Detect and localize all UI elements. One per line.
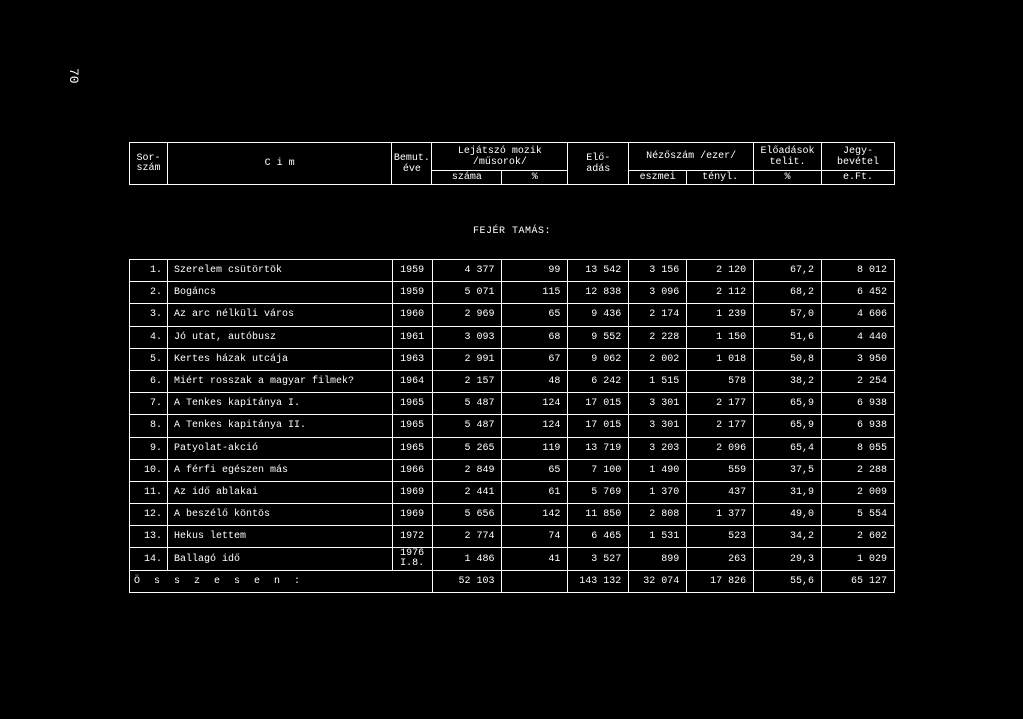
row-tenyl: 2 112 (687, 282, 754, 304)
row-jegy: 2 254 (822, 370, 895, 392)
row-jegy: 2 288 (822, 459, 895, 481)
row-telit: 34,2 (754, 526, 822, 548)
row-number: 12. (130, 504, 168, 526)
row-pct: 119 (502, 437, 568, 459)
row-jegy: 6 938 (822, 393, 895, 415)
row-tenyl: 523 (687, 526, 754, 548)
row-mozik: 2 991 (432, 348, 502, 370)
table-row (130, 548, 895, 570)
row-number: 10. (130, 459, 168, 481)
row-telit: 65,9 (754, 415, 822, 437)
row-eload: 9 436 (568, 304, 629, 326)
row-mozik: 5 071 (432, 282, 502, 304)
table-row (130, 282, 895, 304)
row-year: 1966 (392, 459, 432, 481)
hdr-sorszam: Sor- szám (130, 143, 168, 185)
row-jegy: 8 012 (822, 260, 895, 282)
hdr-szama: száma (432, 171, 502, 185)
row-eszmei: 2 228 (629, 326, 687, 348)
row-mozik: 1 486 (432, 548, 502, 570)
row-title: Az idő ablakai (167, 481, 392, 503)
table-row (130, 348, 895, 370)
row-number: 8. (130, 415, 168, 437)
hdr-bemut-eve: Bemut. éve (392, 143, 432, 185)
total-mozik: 52 103 (432, 570, 502, 592)
row-pct: 48 (502, 370, 568, 392)
hdr-cim: C i m (167, 143, 391, 185)
row-jegy: 4 606 (822, 304, 895, 326)
row-telit: 65,9 (754, 393, 822, 415)
row-jegy: 6 938 (822, 415, 895, 437)
row-eload: 13 719 (568, 437, 629, 459)
total-telit: 55,6 (754, 570, 822, 592)
section-title: FEJÉR TAMÁS: (473, 226, 552, 237)
row-telit: 49,0 (754, 504, 822, 526)
row-jegy: 2 009 (822, 481, 895, 503)
total-tenyl: 17 826 (687, 570, 754, 592)
row-title: Kertes házak utcája (167, 348, 392, 370)
hdr-nezoszam: Nézőszám /ezer/ (629, 143, 754, 171)
row-tenyl: 578 (687, 370, 754, 392)
row-pct: 68 (502, 326, 568, 348)
row-eload: 6 465 (568, 526, 629, 548)
row-pct: 61 (502, 481, 568, 503)
row-title: Ballagó idő (167, 548, 392, 570)
row-eload: 7 100 (568, 459, 629, 481)
table-row (130, 393, 895, 415)
row-year: 1959 (392, 282, 432, 304)
table-row (130, 304, 895, 326)
row-eload: 13 542 (568, 260, 629, 282)
row-mozik: 5 265 (432, 437, 502, 459)
row-telit: 31,9 (754, 481, 822, 503)
hdr-eloadasok-pct: % (754, 171, 822, 185)
row-number: 5. (130, 348, 168, 370)
row-year: 1960 (392, 304, 432, 326)
row-mozik: 5 656 (432, 504, 502, 526)
row-pct: 74 (502, 526, 568, 548)
row-eszmei: 1 490 (629, 459, 687, 481)
row-eload: 6 242 (568, 370, 629, 392)
row-eszmei: 2 174 (629, 304, 687, 326)
total-pct-empty (502, 570, 568, 592)
row-pct: 65 (502, 459, 568, 481)
hdr-lejatszo: Lejátszó mozik /műsorok/ (432, 143, 568, 171)
row-number: 2. (130, 282, 168, 304)
row-eload: 12 838 (568, 282, 629, 304)
row-mozik: 5 487 (432, 393, 502, 415)
row-tenyl: 2 177 (687, 415, 754, 437)
row-year: 1969 (392, 504, 432, 526)
table-row (130, 481, 895, 503)
row-eload: 17 015 (568, 393, 629, 415)
row-telit: 57,0 (754, 304, 822, 326)
total-row (130, 570, 895, 592)
row-title: A Tenkes kapitánya II. (167, 415, 392, 437)
row-number: 9. (130, 437, 168, 459)
row-title: Patyolat-akció (167, 437, 392, 459)
row-title: Jó utat, autóbusz (167, 326, 392, 348)
row-telit: 68,2 (754, 282, 822, 304)
row-mozik: 2 969 (432, 304, 502, 326)
row-title: Szerelem csütörtök (167, 260, 392, 282)
hdr-tenyl: tényl. (687, 171, 754, 185)
row-title: A férfi egészen más (167, 459, 392, 481)
row-pct: 67 (502, 348, 568, 370)
row-tenyl: 263 (687, 548, 754, 570)
row-year: 1963 (392, 348, 432, 370)
row-eload: 9 552 (568, 326, 629, 348)
row-eload: 17 015 (568, 415, 629, 437)
row-eszmei: 3 301 (629, 393, 687, 415)
row-jegy: 1 029 (822, 548, 895, 570)
row-tenyl: 437 (687, 481, 754, 503)
row-year: 1972 (392, 526, 432, 548)
row-year: 1965 (392, 415, 432, 437)
table-header (129, 142, 895, 185)
row-jegy: 4 440 (822, 326, 895, 348)
table-row (130, 260, 895, 282)
row-eszmei: 1 515 (629, 370, 687, 392)
row-tenyl: 1 150 (687, 326, 754, 348)
row-eszmei: 2 002 (629, 348, 687, 370)
row-number: 4. (130, 326, 168, 348)
row-eload: 3 527 (568, 548, 629, 570)
row-eload: 9 062 (568, 348, 629, 370)
row-title: Hekus lettem (167, 526, 392, 548)
row-tenyl: 559 (687, 459, 754, 481)
row-title: Bogáncs (167, 282, 392, 304)
table-row (130, 415, 895, 437)
row-number: 13. (130, 526, 168, 548)
row-telit: 67,2 (754, 260, 822, 282)
row-number: 6. (130, 370, 168, 392)
row-year: 1961 (392, 326, 432, 348)
row-eszmei: 1 370 (629, 481, 687, 503)
row-telit: 37,5 (754, 459, 822, 481)
total-jegy: 65 127 (822, 570, 895, 592)
row-jegy: 6 452 (822, 282, 895, 304)
row-jegy: 8 055 (822, 437, 895, 459)
row-mozik: 2 849 (432, 459, 502, 481)
row-year: 1969 (392, 481, 432, 503)
row-pct: 65 (502, 304, 568, 326)
row-pct: 142 (502, 504, 568, 526)
row-jegy: 3 950 (822, 348, 895, 370)
data-table (129, 259, 895, 593)
row-title: A Tenkes kapitánya I. (167, 393, 392, 415)
row-mozik: 2 157 (432, 370, 502, 392)
row-telit: 29,3 (754, 548, 822, 570)
row-eszmei: 3 203 (629, 437, 687, 459)
row-eszmei: 2 808 (629, 504, 687, 526)
table-row (130, 370, 895, 392)
row-eszmei: 3 096 (629, 282, 687, 304)
row-eszmei: 899 (629, 548, 687, 570)
row-tenyl: 1 377 (687, 504, 754, 526)
row-jegy: 5 554 (822, 504, 895, 526)
row-eload: 11 850 (568, 504, 629, 526)
row-number: 1. (130, 260, 168, 282)
table-row (130, 526, 895, 548)
table-row (130, 459, 895, 481)
row-mozik: 4 377 (432, 260, 502, 282)
table-row (130, 326, 895, 348)
row-eszmei: 1 531 (629, 526, 687, 548)
row-year: 1976 I.8. (392, 548, 432, 570)
row-title: A beszélő köntös (167, 504, 392, 526)
row-year: 1965 (392, 393, 432, 415)
row-telit: 51,6 (754, 326, 822, 348)
row-eload: 5 769 (568, 481, 629, 503)
total-label: Ö s s z e s e n : (130, 570, 433, 592)
hdr-pct: % (502, 171, 568, 185)
row-number: 7. (130, 393, 168, 415)
row-pct: 124 (502, 415, 568, 437)
row-year: 1964 (392, 370, 432, 392)
row-tenyl: 2 096 (687, 437, 754, 459)
hdr-eft: e.Ft. (821, 171, 894, 185)
row-number: 3. (130, 304, 168, 326)
row-mozik: 2 441 (432, 481, 502, 503)
row-year: 1965 (392, 437, 432, 459)
row-eszmei: 3 301 (629, 415, 687, 437)
row-title: Az arc nélküli város (167, 304, 392, 326)
row-year: 1959 (392, 260, 432, 282)
row-tenyl: 2 177 (687, 393, 754, 415)
row-eszmei: 3 156 (629, 260, 687, 282)
row-pct: 99 (502, 260, 568, 282)
row-number: 14. (130, 548, 168, 570)
page-number: 70 (66, 68, 81, 84)
row-pct: 41 (502, 548, 568, 570)
total-eload: 143 132 (568, 570, 629, 592)
table-row (130, 504, 895, 526)
row-pct: 115 (502, 282, 568, 304)
total-eszmei: 32 074 (629, 570, 687, 592)
row-tenyl: 1 018 (687, 348, 754, 370)
row-mozik: 2 774 (432, 526, 502, 548)
row-mozik: 5 487 (432, 415, 502, 437)
hdr-eszmei: eszmei (629, 171, 687, 185)
row-telit: 65,4 (754, 437, 822, 459)
hdr-eloadasok: Előadások telit. (754, 143, 822, 171)
hdr-jegy: Jegy- bevétel (821, 143, 894, 171)
row-tenyl: 2 120 (687, 260, 754, 282)
hdr-eloadas: Elő- adás (568, 143, 629, 185)
row-jegy: 2 602 (822, 526, 895, 548)
row-telit: 38,2 (754, 370, 822, 392)
row-tenyl: 1 239 (687, 304, 754, 326)
row-mozik: 3 093 (432, 326, 502, 348)
row-telit: 50,8 (754, 348, 822, 370)
table-row (130, 437, 895, 459)
row-number: 11. (130, 481, 168, 503)
row-title: Miért rosszak a magyar filmek? (167, 370, 392, 392)
row-pct: 124 (502, 393, 568, 415)
